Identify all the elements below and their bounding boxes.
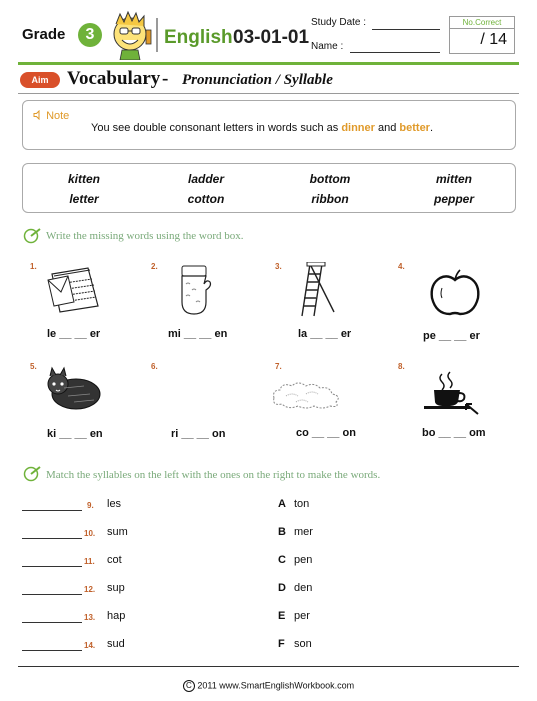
page-title: Vocabulary xyxy=(67,68,161,89)
match-left-syllable: sup xyxy=(107,582,125,594)
word-box-item: mitten xyxy=(436,172,472,186)
match-letter: A xyxy=(278,498,286,510)
answer-line[interactable] xyxy=(22,622,82,623)
note-label-text: Note xyxy=(46,110,70,122)
match-left-syllable: sum xyxy=(107,526,128,538)
ladder-picture xyxy=(300,262,336,318)
note-text-start: You see double consonant letters in words such as xyxy=(91,122,342,134)
match-right-syllable: ton xyxy=(294,498,310,510)
item-number: 2. xyxy=(151,262,158,271)
grade-label: Grade xyxy=(22,26,66,43)
item-number: 6. xyxy=(151,362,158,371)
study-date-label: Study Date : xyxy=(311,17,367,28)
match-number: 10. xyxy=(84,529,96,538)
header-divider xyxy=(156,18,158,52)
fill-prompt[interactable]: le __ __ er xyxy=(47,328,101,340)
worksheet-code: 03-01-01 xyxy=(233,27,310,48)
note-text-end: . xyxy=(429,122,434,134)
page-subtitle: Pronunciation / Syllable xyxy=(182,72,333,88)
fill-prompt[interactable]: ki __ __ en xyxy=(47,428,103,440)
match-right-syllable: den xyxy=(294,582,313,594)
answer-line[interactable] xyxy=(22,650,82,651)
match-right-syllable: pen xyxy=(294,554,313,566)
fill-prompt[interactable]: bo __ __ om xyxy=(422,427,486,439)
pencil-bubble-icon xyxy=(22,228,42,244)
match-number: 11. xyxy=(84,557,95,566)
fill-prompt[interactable]: ri __ __ on xyxy=(171,428,226,440)
word-box-item: letter xyxy=(69,192,99,206)
word-box-item: ribbon xyxy=(311,192,349,206)
title-rule xyxy=(18,93,519,94)
fill-prompt[interactable]: co __ __ on xyxy=(296,427,356,439)
kitten-picture xyxy=(44,366,104,412)
word-box-item: kitten xyxy=(67,172,100,186)
match-right-syllable: per xyxy=(294,610,310,622)
match-number: 13. xyxy=(84,613,96,622)
match-right-syllable: son xyxy=(294,638,312,650)
match-right-syllable: mer xyxy=(294,526,313,538)
word-box-item: cotton xyxy=(187,192,225,206)
match-letter: D xyxy=(278,582,286,594)
item-number: 1. xyxy=(30,262,37,271)
mitten-picture xyxy=(172,264,216,316)
score-label: No.Correct xyxy=(450,17,514,29)
pencil-bubble-icon xyxy=(22,466,42,482)
score-box xyxy=(449,16,515,54)
item-number: 5. xyxy=(30,362,37,371)
note-highlight-better: better xyxy=(399,122,430,134)
note-label xyxy=(33,110,69,122)
bottom-picture xyxy=(422,370,484,416)
score-total: / 14 xyxy=(480,31,507,48)
match-left-syllable: les xyxy=(107,498,122,510)
subject-label: English xyxy=(164,27,233,48)
pepper-picture xyxy=(428,268,482,318)
mascot-icon xyxy=(108,10,154,60)
aim-badge: Aim xyxy=(20,72,60,88)
answer-line[interactable] xyxy=(22,538,82,539)
note-highlight-dinner: dinner xyxy=(341,122,375,134)
match-number: 9. xyxy=(87,501,94,510)
fill-prompt[interactable]: la __ __ er xyxy=(298,328,352,340)
speaker-icon xyxy=(33,110,43,120)
answer-line[interactable] xyxy=(22,566,82,567)
fill-prompt[interactable]: pe __ __ er xyxy=(423,330,480,342)
word-box xyxy=(22,163,516,213)
item-number: 7. xyxy=(275,362,282,371)
answer-line[interactable] xyxy=(22,510,82,511)
name-label: Name : xyxy=(311,41,344,52)
footer-rule xyxy=(18,666,519,667)
word-box-item: ladder xyxy=(187,172,224,186)
name-line[interactable] xyxy=(350,52,440,53)
match-left-syllable: cot xyxy=(107,554,122,566)
grade-badge: 3 xyxy=(78,23,102,47)
item-number: 3. xyxy=(275,262,282,271)
word-box-item: bottom xyxy=(309,172,351,186)
cotton-picture xyxy=(270,376,344,410)
answer-line[interactable] xyxy=(22,594,82,595)
section1-instruction: Write the missing words using the word box. xyxy=(46,230,244,242)
note-text xyxy=(91,122,433,134)
match-number: 14. xyxy=(84,641,96,650)
match-letter: E xyxy=(278,610,286,622)
header-rule xyxy=(18,62,519,65)
section2-instruction: Match the syllables on the left with the ones on the right to make the words. xyxy=(46,469,381,481)
word-box-item: pepper xyxy=(433,192,474,206)
fill-prompt[interactable]: mi __ __ en xyxy=(168,328,228,340)
match-letter: B xyxy=(278,526,286,538)
title-separator: - xyxy=(162,68,169,89)
study-date-line[interactable] xyxy=(372,29,440,30)
note-text-mid: and xyxy=(374,122,400,134)
item-number: 4. xyxy=(398,262,405,271)
letter-picture xyxy=(44,266,108,316)
copyright-icon: C xyxy=(183,680,195,692)
item-number: 8. xyxy=(398,362,405,371)
match-letter: F xyxy=(278,638,285,650)
footer-text[interactable]: 2011 www.SmartEnglishWorkbook.com xyxy=(197,680,355,691)
note-box xyxy=(22,100,516,150)
match-left-syllable: sud xyxy=(107,638,125,650)
match-number: 12. xyxy=(84,585,96,594)
match-letter: C xyxy=(278,554,286,566)
footer xyxy=(0,680,537,692)
match-left-syllable: hap xyxy=(107,610,126,622)
